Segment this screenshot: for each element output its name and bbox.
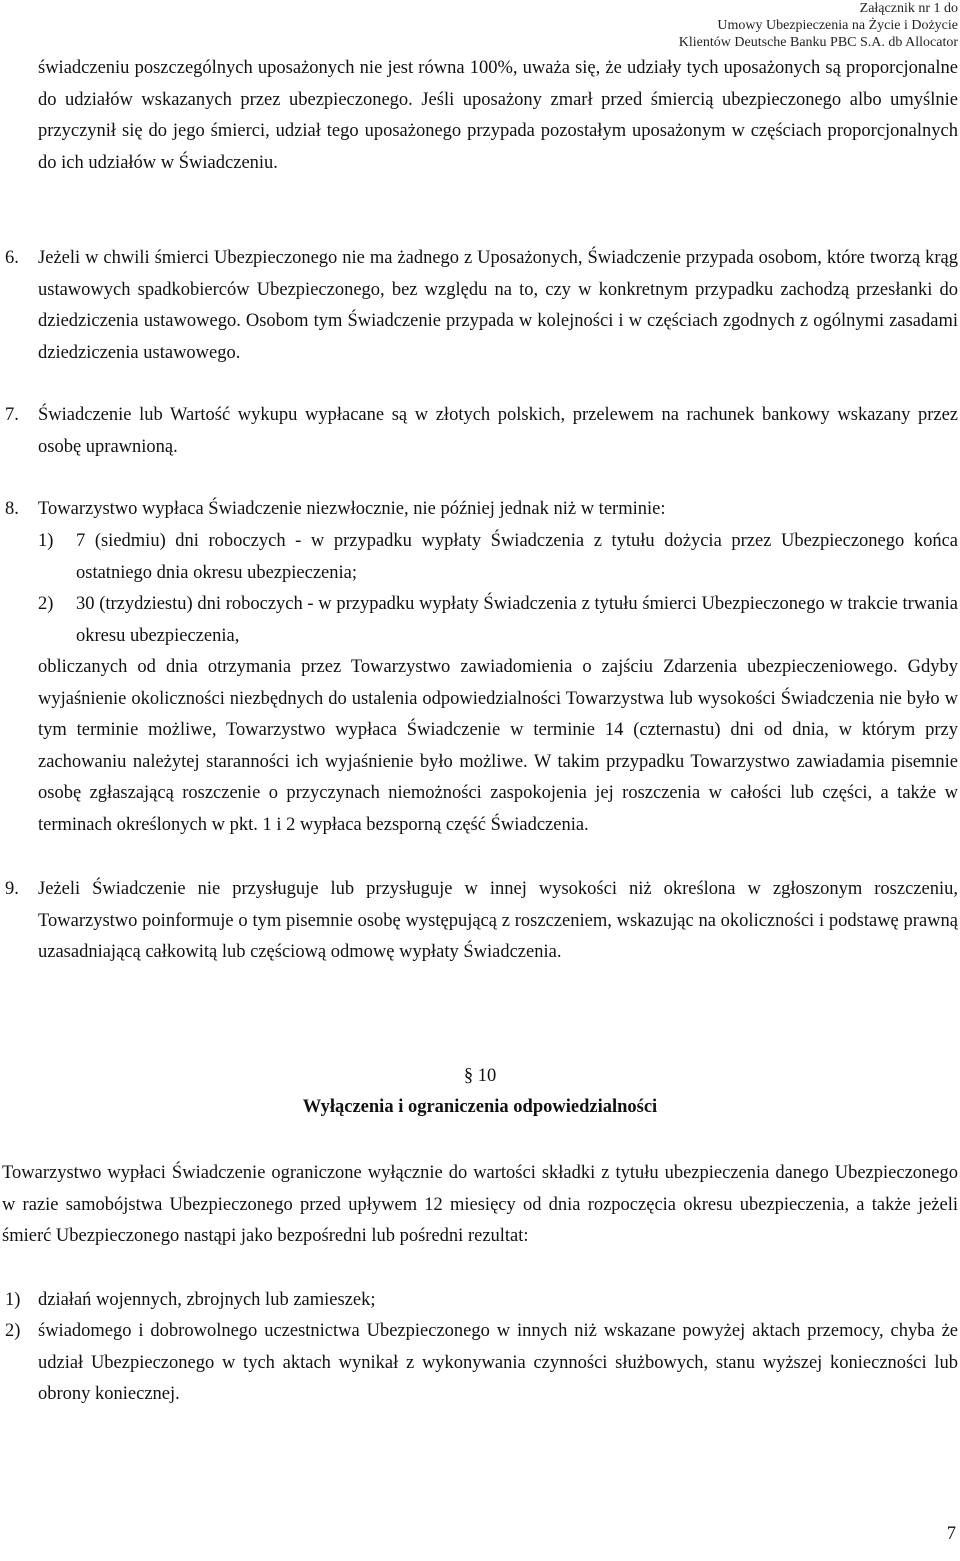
section-10-subitem-2-text: świadomego i dobrowolnego uczestnictwa Ubezpieczonego w innych niż wskazane powyżej aktach przemocy, chyba że udział Ubezpieczonego w tych aktach wynikał z wykonywania czynności służbowych, stanu wyższej konieczności lub obrony koniecznej. — [38, 1321, 958, 1405]
continued-paragraph-text: świadczeniu poszczególnych uposażonych nie jest równa 100%, uważa się, że udziały tych uposażonych są proporcjonalne do udziałów wskazanych przez ubezpieczonego. Jeśli uposażony zmarł przed śmiercią ubezpieczonego albo umyślnie przyczynił się do jego śmierci, udział tego uposażonego przypada pozostałym uposażonym w częściach proporcjonalnych do ich udziałów w Świadczeniu. — [38, 58, 958, 173]
section-10-number: § 10 — [463, 1066, 497, 1086]
section-10-subitem-2 — [5, 1316, 958, 1411]
item-8-subitem-1-text: 7 (siedmiu) dni roboczych - w przypadku wypłaty Świadczenia z tytułu dożycia przez Ubezpieczonego końca ostatniego dnia okresu ubezpieczenia; — [76, 531, 958, 583]
item-7-number: 7. — [5, 405, 19, 425]
item-8-subitem-2-number: 2) — [38, 594, 54, 614]
page-number: 7 — [946, 1524, 956, 1544]
continued-paragraph — [38, 53, 958, 179]
item-6-text: Jeżeli w chwili śmierci Ubezpieczonego nie ma żadnego z Uposażonych, Świadczenie przypada osobom, które tworzą krąg ustawowych spadkobierców Ubezpieczonego, bez względu na to, czy w konkretnym przypadku zachodzą przesłanki do dziedziczenia ustawowego. Osobom tym Świadczenie przypada w kolejności i w częściach zgodnych z ogólnymi zasadami dziedziczenia ustawowego. — [38, 248, 958, 363]
item-8-conclusion — [38, 652, 958, 842]
item-8-subitem-1-number: 1) — [38, 531, 54, 551]
item-8 — [5, 494, 958, 526]
item-8-intro: Towarzystwo wypłaca Świadczenie niezwłocznie, nie później jednak niż w terminie: — [38, 499, 666, 519]
item-8-conclusion-text: obliczanych od dnia otrzymania przez Towarzystwo zawiadomienia o zajściu Zdarzenia ubezpieczeniowego. Gdyby wyjaśnienie okoliczności niezbędnych do ustalenia odpowiedzialności Towarzystwa lub wysokości Świadczenia nie było w tym terminie możliwe, Towarzystwo wypłaca Świadczenie w terminie 14 (czternastu) dni od dnia, w którym przy zachowaniu należytej staranności ich wyjaśnienie było możliwe. W takim przypadku Towarzystwo zawiadamia pisemnie osobę zgłaszającą roszczenie o przyczynach niemożności zaspokojenia jej roszczenia w całości lub części, a także w terminach określonych w pkt. 1 i 2 wypłaca bezsporną część Świadczenia. — [38, 657, 958, 835]
item-6 — [5, 243, 958, 369]
section-10-subitem-1-number: 1) — [5, 1290, 21, 1310]
header-line-3: Klientów Deutsche Banku PBC S.A. db Allocator — [678, 35, 958, 50]
section-10-title: Wyłączenia i ograniczenia odpowiedzialności — [302, 1097, 658, 1117]
item-7 — [5, 400, 958, 463]
item-9-number: 9. — [5, 879, 19, 899]
item-9 — [5, 874, 958, 969]
item-7-text: Świadczenie lub Wartość wykupu wypłacane są w złotych polskich, przelewem na rachunek bankowy wskazany przez osobę uprawnioną. — [38, 405, 958, 457]
header-line-1: Załącznik nr 1 do — [859, 1, 958, 16]
item-8-subitem-1 — [38, 526, 958, 589]
document-header — [538, 0, 958, 51]
item-9-text: Jeżeli Świadczenie nie przysługuje lub przysługuje w innej wysokości niż określona w zgłoszonym roszczeniu, Towarzystwo poinformuje o tym pisemnie osobę występującą z roszczeniem, wskazując na okoliczności i podstawę prawną uzasadniającą całkowitą lub częściową odmowę wypłaty Świadczenia. — [38, 879, 958, 963]
header-line-2: Umowy Ubezpieczenia na Życie i Dożycie — [717, 18, 958, 33]
item-8-subitem-2 — [38, 589, 958, 652]
section-10-subitem-1-text: działań wojennych, zbrojnych lub zamieszek; — [38, 1290, 376, 1310]
section-10-subitem-1 — [5, 1285, 958, 1317]
item-8-subitem-2-text: 30 (trzydziestu) dni roboczych - w przypadku wypłaty Świadczenia z tytułu śmierci Ubezpieczonego w trakcie trwania okresu ubezpieczenia, — [76, 594, 958, 646]
section-10-subitem-2-number: 2) — [5, 1321, 21, 1341]
item-6-number: 6. — [5, 248, 19, 268]
item-8-number: 8. — [5, 499, 19, 519]
section-10-intro-text: Towarzystwo wypłaci Świadczenie ograniczone wyłącznie do wartości składki z tytułu ubezpieczenia danego Ubezpieczonego w razie samobójstwa Ubezpieczonego przed upływem 12 miesięcy od dnia rozpoczęcia okresu ubezpieczenia, a także jeżeli śmierć Ubezpieczonego nastąpi jako bezpośredni lub pośredni rezultat: — [2, 1163, 958, 1247]
section-10-intro — [2, 1158, 958, 1253]
